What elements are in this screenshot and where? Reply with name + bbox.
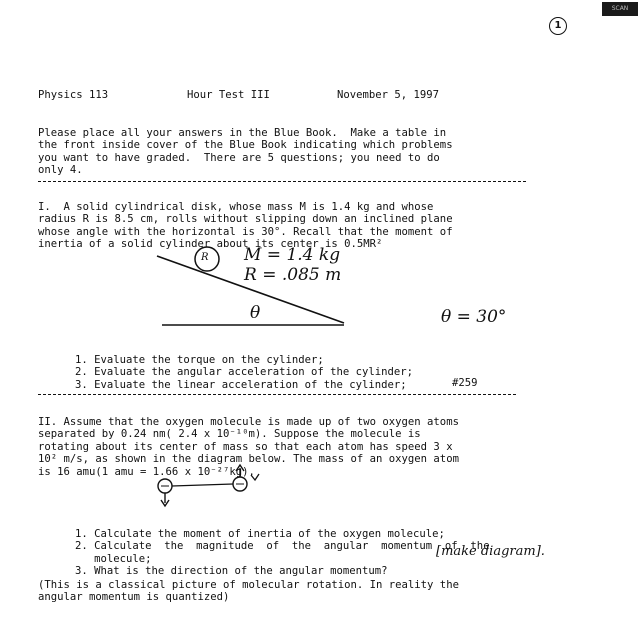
instruction-line: the front inside cover of the Blue Book indicating which problems xyxy=(38,139,453,152)
problem-line: radius R is 8.5 cm, rolls without slipping down an inclined plane xyxy=(38,213,453,226)
problem-line: 10² m/s, as shown in the diagram below. The mass of an oxygen atom xyxy=(38,453,459,466)
footer-line: angular momentum is quantized) xyxy=(38,591,230,604)
instruction-line: Please place all your answers in the Blue Book. Make a table in xyxy=(38,126,447,139)
question-item: molecule; xyxy=(75,552,152,565)
problem-2-footer xyxy=(38,566,528,616)
test-date: November 5, 1997 xyxy=(337,89,440,101)
problem-line: separated by 0.24 nm( 2.4 x 10⁻¹⁰m). Suppose the molecule is xyxy=(38,428,421,441)
question-item: 3. Evaluate the linear acceleration of the cylinder; xyxy=(75,378,407,391)
test-title: Hour Test III xyxy=(187,89,270,101)
radius-note: R = .085 m xyxy=(244,265,342,285)
problem-line: is 16 amu(1 amu = 1.66 x 10⁻²⁷kg). xyxy=(38,465,255,478)
problem-line: whose angle with the horizontal is 30°. Recall that the moment of xyxy=(38,225,453,238)
course-title: Physics 113 xyxy=(38,89,109,101)
rotation-mark xyxy=(251,474,259,480)
problem-line: II. Assume that the oxygen molecule is made up of two oxygen atoms xyxy=(38,415,459,428)
problem-line: inertia of a solid cylinder about its center is 0.5MR² xyxy=(38,238,383,251)
problem-1-ref: #259 xyxy=(452,377,478,389)
handwritten-note: [make diagram]. xyxy=(436,544,545,559)
instruction-line: you want to have graded. There are 5 questions; you need to do xyxy=(38,151,440,164)
question-item: 2. Evaluate the angular acceleration of the cylinder; xyxy=(75,366,414,379)
question-item: 3. What is the direction of the angular momentum? xyxy=(75,565,388,578)
footer-line: (This is a classical picture of molecular rotation. In reality the xyxy=(38,578,459,591)
question-item: 1. Calculate the moment of inertia of the oxygen molecule; xyxy=(75,527,445,540)
question-item: 2. Calculate the magnitude of the angular momentum of the xyxy=(75,540,490,553)
page-number: 1 xyxy=(549,17,567,35)
cylinder-radius-label: R xyxy=(201,252,209,263)
scan-mark: SCAN xyxy=(602,2,638,16)
angle-label: θ xyxy=(250,303,261,323)
problem-line: I. A solid cylindrical disk, whose mass M is 1.4 kg and whose xyxy=(38,200,434,213)
instruction-line: only 4. xyxy=(38,164,83,177)
question-item: 1. Evaluate the torque on the cylinder; xyxy=(75,353,324,366)
mass-note: M = 1.4 kg xyxy=(244,245,341,265)
problem-line: rotating about its center of mass so that each atom has speed 3 x xyxy=(38,440,453,453)
molecular-bond xyxy=(172,484,233,486)
angle-note: θ = 30° xyxy=(441,307,507,327)
